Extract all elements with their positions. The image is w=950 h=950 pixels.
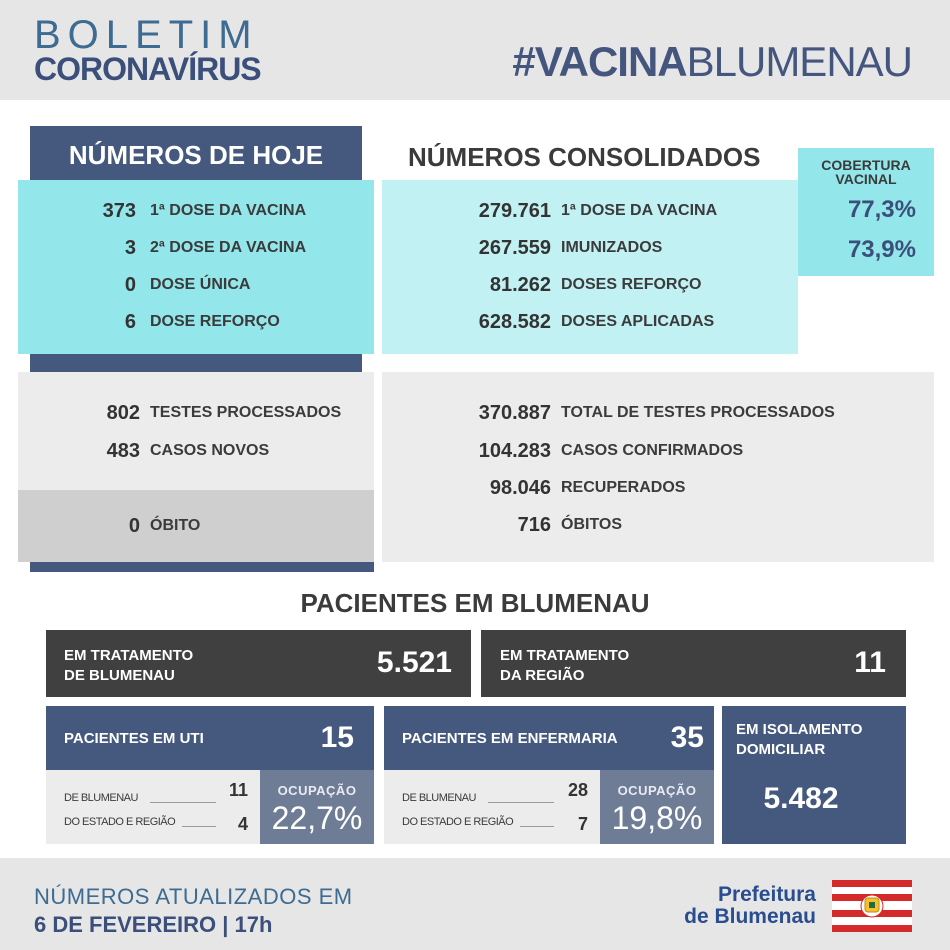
prefeitura-line1: Prefeitura xyxy=(717,883,816,906)
hoje-vacina-label: 2ª DOSE DA VACINA xyxy=(150,239,307,256)
tratamento-regiao-label xyxy=(500,646,629,686)
uti-de-blumenau-value: 11 xyxy=(228,780,248,800)
hoje-obito-value: 0 xyxy=(128,515,140,537)
enfermaria-estado-line xyxy=(520,826,554,827)
consolidados-testes-value: 370.887 xyxy=(478,402,551,424)
hoje-testes-value: 802 xyxy=(106,402,140,424)
atualizado-label: NÚMEROS ATUALIZADOS EM xyxy=(34,884,353,909)
uti-de-blumenau-line xyxy=(150,802,216,803)
consolidados-obitos-value: 716 xyxy=(517,514,551,536)
hoje-obito-label: ÓBITO xyxy=(150,517,201,534)
tratamento-regiao-line1: EM TRATAMENTO xyxy=(500,647,630,664)
consolidados-casos-value: 104.283 xyxy=(478,440,551,462)
hoje-title: NÚMEROS DE HOJE xyxy=(68,140,324,170)
enfermaria-de-blumenau-line xyxy=(488,802,554,803)
tratamento-blumenau-line2: DE BLUMENAU xyxy=(64,667,175,684)
uti-value: 15 xyxy=(320,721,354,754)
consolidados-title: NÚMEROS CONSOLIDADOS xyxy=(408,142,761,172)
isolamento-line2: DOMICILIAR xyxy=(736,741,826,758)
hoje-divider-strip xyxy=(30,352,362,372)
tratamento-blumenau-label xyxy=(64,646,193,686)
consolidados-testes-label: TOTAL DE TESTES PROCESSADOS xyxy=(561,404,835,421)
uti-de-blumenau-label: DE BLUMENAU xyxy=(64,792,138,804)
enfermaria-de-blumenau-label: DE BLUMENAU xyxy=(402,792,476,804)
hashtag-bold: #VACINA xyxy=(512,38,687,85)
cobertura-vacinal-title xyxy=(798,158,934,186)
enfermaria-ocupacao-value: 19,8% xyxy=(611,800,703,836)
hoje-vacina-value: 6 xyxy=(124,311,136,333)
consolidados-vacina-value: 267.559 xyxy=(478,237,551,259)
consolidados-vacina-label: DOSES REFORÇO xyxy=(561,276,702,293)
tratamento-regiao-line2: DA REGIÃO xyxy=(500,667,585,684)
hashtag-light: BLUMENAU xyxy=(686,38,912,85)
consolidados-vacina-value: 81.262 xyxy=(489,274,551,296)
cobertura-title-line2: VACINAL xyxy=(835,171,897,187)
hoje-vacina-value: 3 xyxy=(124,237,136,259)
uti-estado-label: DO ESTADO E REGIÃO xyxy=(64,816,176,828)
hoje-casos-value: 483 xyxy=(106,440,140,462)
enfermaria-estado-value: 7 xyxy=(577,814,588,834)
pacientes-title: PACIENTES EM BLUMENAU xyxy=(300,588,650,618)
consolidados-recuperados-value: 98.046 xyxy=(489,477,551,499)
hoje-vacina-label: 1ª DOSE DA VACINA xyxy=(150,202,307,219)
cobertura-value: 73,9% xyxy=(847,236,916,263)
consolidados-recuperados-label: RECUPERADOS xyxy=(561,479,686,496)
hoje-vacina-value: 0 xyxy=(124,274,136,296)
uti-ocupacao-value: 22,7% xyxy=(271,800,363,836)
isolamento-label xyxy=(736,720,862,760)
consolidados-vacina-label: DOSES APLICADAS xyxy=(561,313,715,330)
uti-estado-value: 4 xyxy=(237,814,248,834)
enfermaria-estado-label: DO ESTADO E REGIÃO xyxy=(402,816,514,828)
prefeitura-line2: de Blumenau xyxy=(684,905,816,928)
hoje-vacina-label: DOSE REFORÇO xyxy=(150,313,280,330)
hoje-vacina-value: 373 xyxy=(102,200,136,222)
consolidados-casos-label: CASOS CONFIRMADOS xyxy=(561,442,744,459)
atualizado-date: 6 DE FEVEREIRO | 17h xyxy=(34,912,273,937)
hashtag-vacina-blumenau xyxy=(512,38,912,86)
consolidados-vacina-value: 628.582 xyxy=(478,311,551,333)
hoje-testes-label: TESTES PROCESSADOS xyxy=(150,404,342,421)
consolidados-vacina-value: 279.761 xyxy=(478,200,551,222)
uti-ocupacao-label: OCUPAÇÃO xyxy=(277,783,357,798)
cobertura-value: 77,3% xyxy=(847,196,916,223)
prefeitura-logo-text xyxy=(672,884,816,928)
consolidados-vacina-label: IMUNIZADOS xyxy=(561,239,663,256)
hoje-testes-panel xyxy=(18,372,374,490)
cobertura-title-line1: COBERTURA xyxy=(821,157,911,173)
isolamento-value: 5.482 xyxy=(763,782,839,815)
hoje-casos-label: CASOS NOVOS xyxy=(150,442,270,459)
uti-estado-line xyxy=(182,826,216,827)
hoje-vacina-label: DOSE ÚNICA xyxy=(150,276,251,293)
tratamento-regiao-value: 11 xyxy=(854,646,886,679)
enfermaria-label: PACIENTES EM ENFERMARIA xyxy=(402,730,618,747)
tratamento-blumenau-value: 5.521 xyxy=(376,646,452,679)
isolamento-line1: EM ISOLAMENTO xyxy=(736,721,863,738)
consolidados-obitos-label: ÓBITOS xyxy=(561,516,623,533)
enfermaria-de-blumenau-value: 28 xyxy=(567,780,588,800)
tratamento-blumenau-line1: EM TRATAMENTO xyxy=(64,647,194,664)
enfermaria-value: 35 xyxy=(670,721,704,754)
consolidados-vacina-label: 1ª DOSE DA VACINA xyxy=(561,202,718,219)
enfermaria-ocupacao-label: OCUPAÇÃO xyxy=(617,783,697,798)
boletim-title: BOLETIM xyxy=(34,13,259,57)
coronavirus-title: CORONAVÍRUS xyxy=(34,51,261,87)
blumenau-flag-icon xyxy=(832,880,912,932)
uti-label: PACIENTES EM UTI xyxy=(64,730,204,747)
